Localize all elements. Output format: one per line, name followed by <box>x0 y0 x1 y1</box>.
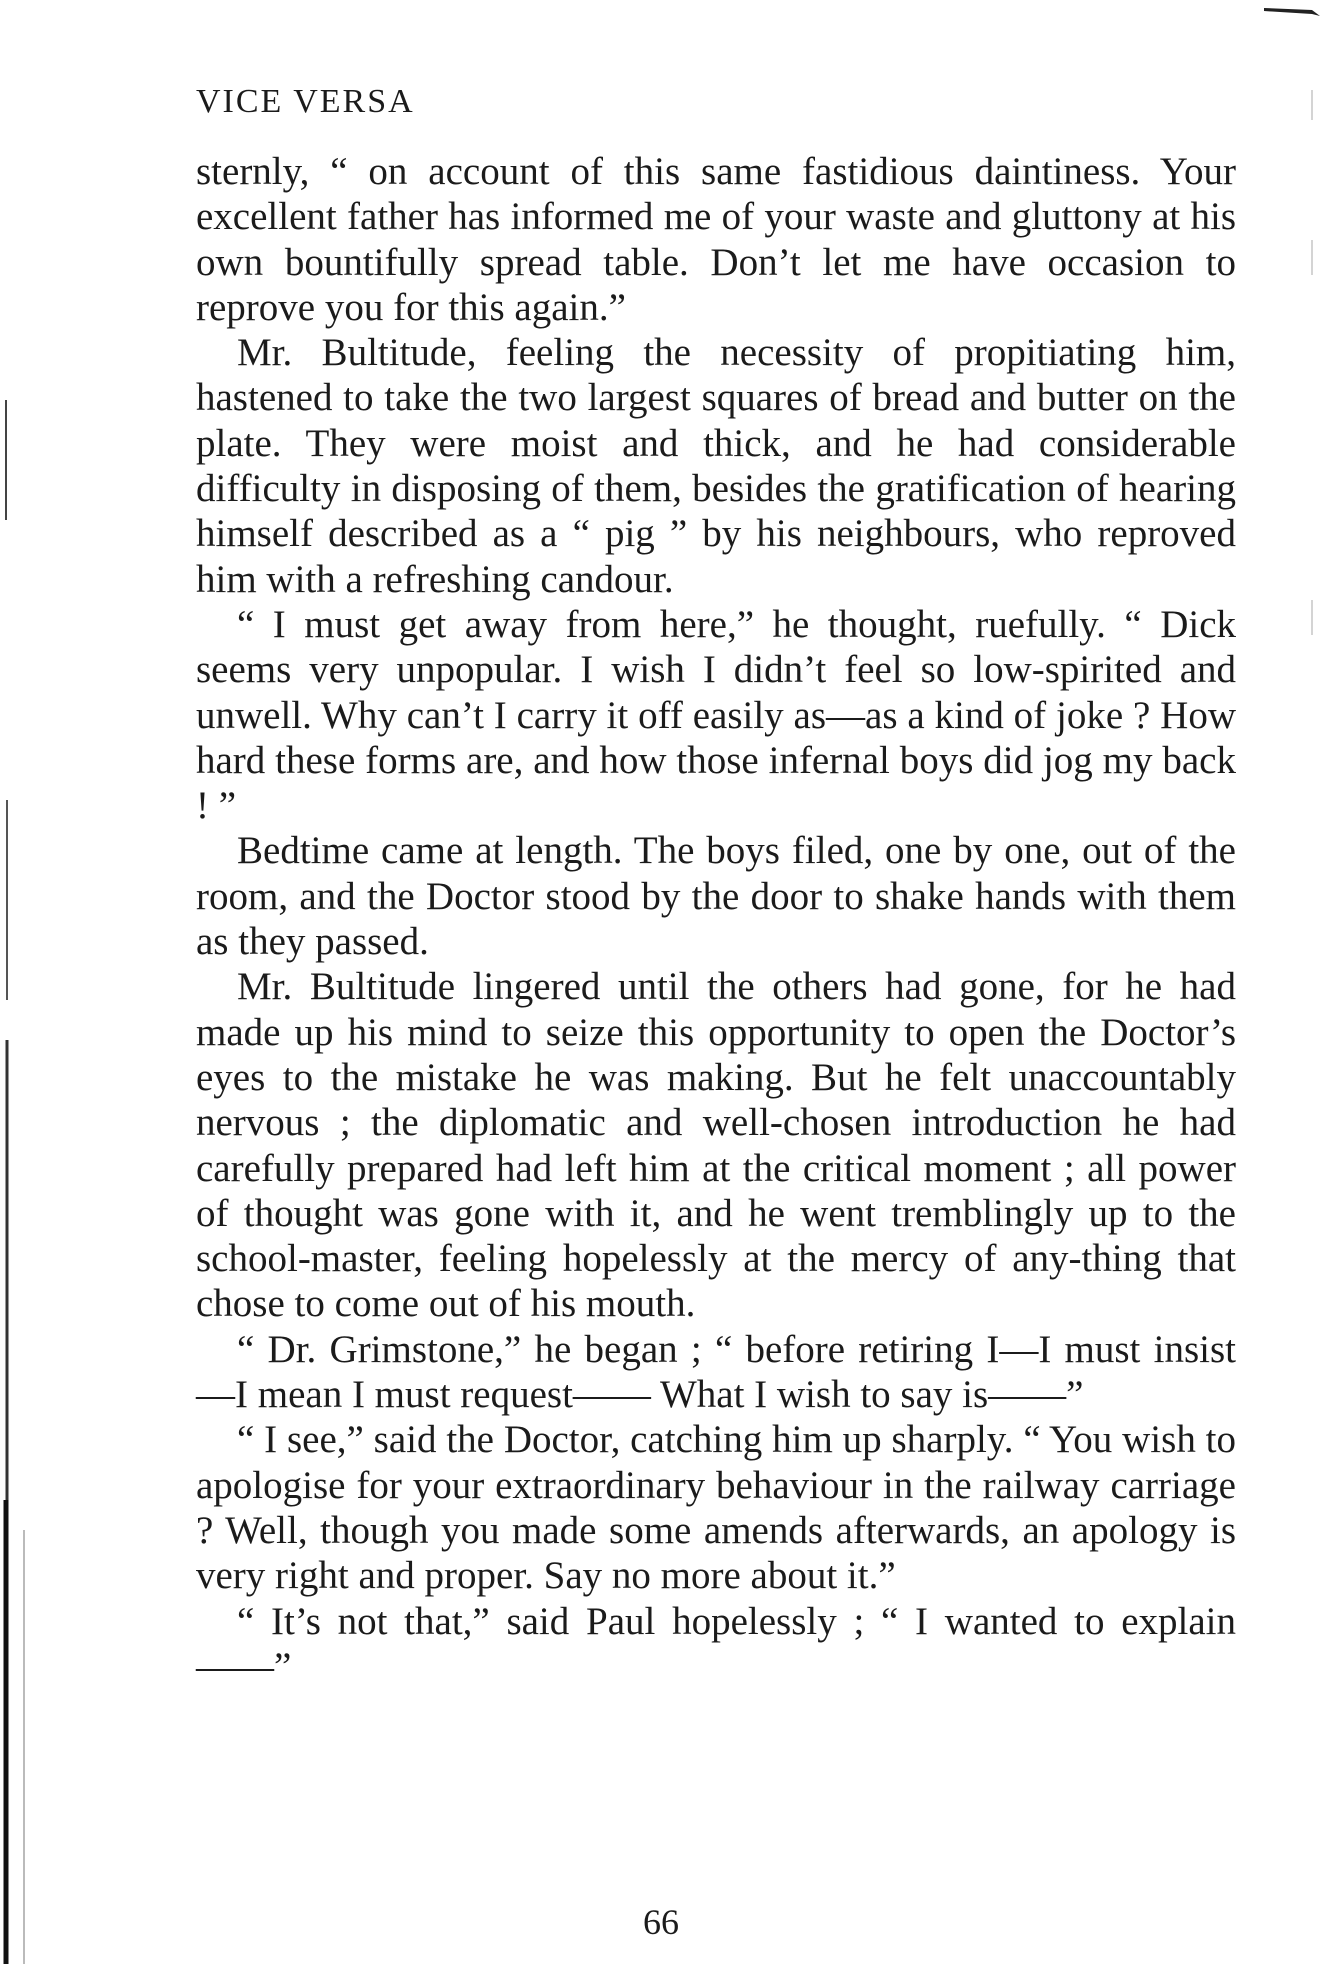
binding-shadow <box>0 400 40 1964</box>
page-number: 66 <box>643 1902 679 1942</box>
paragraph: Bedtime came at length. The boys filed, one by one, out of the room, and the Doctor stood by the door to shake hands with them as they passed. <box>196 829 1236 964</box>
paragraph: “ It’s not that,” said Paul hopelessly ; “ I wanted to explain——” <box>196 1599 1236 1688</box>
page-edge-right <box>1302 60 1322 1960</box>
running-header: VICE VERSA <box>196 83 415 120</box>
paragraph: sternly, “ on account of this same fastidious daintiness. Your excellent father has informed me of your waste and gluttony at his own bountifully spread table. Don’t let me have occasion to reprove you for this again.” <box>196 150 1236 329</box>
paragraph: “ I must get away from here,” he thought, ruefully. “ Dick seems very unpopular. I wish I didn’t feel so low-spirited and unwell. Why can’t I carry it off easily as—as a kind of joke ? How hard these forms are, and how those infernal boys did jog my back ! ” <box>196 602 1236 828</box>
body-text <box>196 149 1236 1689</box>
paragraph: “ I see,” said the Doctor, catching him up sharply. “ You wish to apologise for your extraordinary behaviour in the railway carriage ? Well, though you made some amends afterwards, an apology is very right and proper. Say no more about it.” <box>196 1418 1236 1598</box>
paragraph: “ Dr. Grimstone,” he began ; “ before retiring I—I must insist—I mean I must request—— What I wish to say is——” <box>196 1327 1236 1417</box>
paragraph: Mr. Bultitude, feeling the necessity of propitiating him, hastened to take the two largest squares of bread and butter on the plate. They were moist and thick, and he had considerable difficulty in disposing of them, besides the gratification of hearing himself described as a “ pig ” by his neighbours, who reproved him with a refreshing candour. <box>196 331 1236 601</box>
paragraph: Mr. Bultitude lingered until the others had gone, for he had made up his mind to seize this opportunity to open the Doctor’s eyes to the mistake he was making. But he felt unaccountably nervous ; the diplomatic and well-chosen introduction he had carefully prepared had left him at the critical moment ; all power of thought was gone with it, and he went tremblingly up to the school-master, feeling hopelessly at the mercy of any-thing that chose to come out of his mouth. <box>196 965 1236 1326</box>
page-edge-mark <box>1262 4 1322 18</box>
